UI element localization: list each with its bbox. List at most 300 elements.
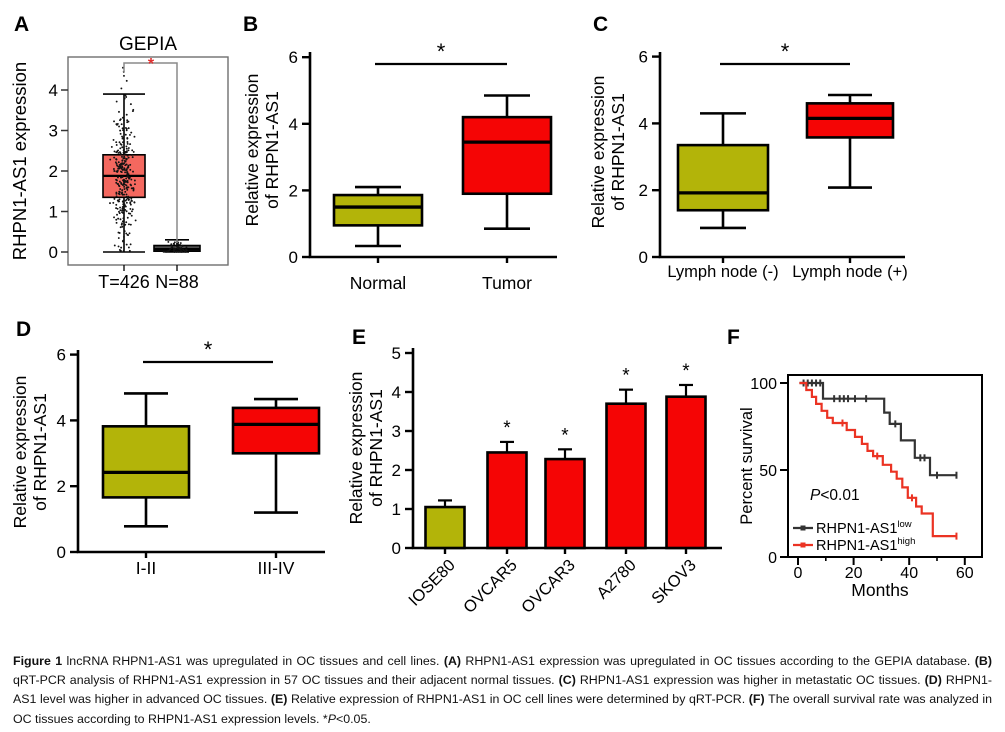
x-category-label: Lymph node (+)	[792, 263, 908, 281]
scatter-dot	[128, 147, 130, 149]
scatter-dot	[124, 205, 126, 207]
scatter-dot	[115, 151, 117, 153]
box	[233, 408, 319, 453]
scatter-dot	[131, 154, 133, 156]
scatter-dot	[129, 164, 131, 166]
scatter-dot	[130, 179, 132, 181]
scatter-dot	[116, 101, 118, 103]
scatter-dot	[121, 160, 123, 162]
x-tick-label: 0	[793, 565, 803, 582]
x-category-label: I-II	[135, 558, 157, 578]
scatter-dot	[126, 121, 128, 123]
scatter-dot	[126, 199, 128, 201]
scatter-dot	[120, 154, 122, 156]
scatter-dot	[165, 251, 167, 253]
scatter-dot	[124, 160, 126, 162]
scatter-dot	[132, 156, 134, 158]
scatter-dot	[126, 176, 128, 178]
box	[463, 117, 551, 194]
y-tick-label: 1	[48, 202, 58, 222]
scatter-dot	[113, 139, 115, 141]
scatter-dot	[118, 200, 120, 202]
caption-segment: (E)	[270, 692, 291, 707]
sig-star: *	[622, 365, 630, 387]
scatter-dot	[121, 123, 123, 125]
scatter-dot	[116, 165, 118, 167]
scatter-dot	[127, 234, 129, 236]
caption-segment: RHPN1-AS1 expression was upregulated in OC tissues according to the GEPIA database.	[465, 654, 975, 668]
scatter-dot	[120, 226, 122, 228]
scatter-dot	[119, 198, 121, 200]
scatter-dot	[122, 117, 124, 119]
y-axis-label: Relative expression	[10, 375, 30, 529]
scatter-dot	[113, 216, 115, 218]
scatter-dot	[130, 184, 132, 186]
scatter-dot	[178, 243, 180, 245]
x-tick-label: 20	[844, 565, 863, 582]
scatter-dot	[111, 146, 113, 148]
scatter-dot	[113, 120, 115, 122]
scatter-dot	[132, 109, 134, 111]
scatter-dot	[126, 210, 128, 212]
sig-star: *	[503, 417, 511, 439]
scatter-dot	[120, 250, 122, 252]
y-tick-label: 2	[288, 181, 298, 201]
scatter-dot	[131, 215, 133, 217]
x-category-label: OVCAR5	[460, 556, 521, 617]
scatter-dot	[119, 152, 121, 154]
plot-frame	[68, 57, 228, 265]
scatter-dot	[174, 251, 176, 253]
sig-star: *	[147, 56, 155, 73]
scatter-dot	[128, 212, 130, 214]
sig-star: *	[561, 425, 569, 447]
scatter-dot	[127, 167, 129, 169]
sig-star: *	[203, 337, 213, 362]
x-category-label: Lymph node (-)	[667, 263, 779, 281]
scatter-dot	[171, 246, 173, 248]
scatter-dot	[115, 219, 117, 221]
x-category-label: SKOV3	[648, 556, 700, 608]
y-tick-label: 6	[288, 48, 298, 68]
y-axis-label: RHPN1-AS1 expression	[9, 61, 30, 261]
x-category-label: N=88	[155, 272, 199, 292]
scatter-dot	[114, 244, 116, 246]
scatter-dot	[127, 141, 129, 143]
scatter-dot	[174, 248, 176, 250]
scatter-dot	[122, 179, 124, 181]
scatter-dot	[121, 166, 123, 168]
scatter-dot	[119, 207, 121, 209]
scatter-dot	[127, 143, 129, 145]
panel-d-chart	[0, 312, 332, 630]
scatter-dot	[122, 194, 124, 196]
scatter-dot	[123, 250, 125, 252]
scatter-dot	[115, 161, 117, 163]
scatter-dot	[126, 171, 128, 173]
figure-caption	[13, 652, 992, 729]
scatter-dot	[118, 185, 120, 187]
scatter-dot	[122, 220, 124, 222]
scatter-dot	[126, 196, 128, 198]
scatter-dot	[117, 123, 119, 125]
bar	[607, 404, 646, 548]
scatter-dot	[117, 218, 119, 220]
y-tick-label: 4	[391, 383, 401, 402]
scatter-dot	[182, 245, 184, 247]
y-tick-label: 3	[48, 121, 58, 141]
scatter-dot	[129, 143, 131, 145]
scatter-dot	[129, 201, 131, 203]
y-tick-label: 2	[56, 477, 66, 497]
scatter-dot	[135, 219, 137, 221]
scatter-dot	[124, 157, 126, 159]
scatter-dot	[130, 103, 132, 105]
scatter-dot	[126, 202, 128, 204]
legend-label: $RHPN1-AS1^{low}$	[816, 519, 912, 537]
caption-segment: Relative expression of RHPN1-AS1 in OC cell lines were determined by qRT-PCR.	[290, 692, 749, 707]
panel-f	[690, 312, 1005, 647]
scatter-dot	[126, 181, 128, 183]
scatter-dot	[124, 191, 126, 193]
y-axis-label: of RHPN1-AS1	[608, 93, 628, 211]
caption-segment: lncRNA RHPN1-AS1 was upregulated in OC tissues and cell lines.	[66, 654, 444, 668]
scatter-dot	[118, 161, 120, 163]
x-category-label: A2780	[593, 556, 640, 603]
panel-c	[560, 0, 1005, 308]
y-tick-label: 6	[56, 345, 66, 365]
panel-f-chart	[690, 312, 1005, 647]
scatter-dot	[131, 200, 133, 202]
scatter-dot	[123, 119, 125, 121]
p-value: P<0.01	[810, 487, 860, 504]
scatter-dot	[167, 241, 169, 243]
x-axis-label: Months	[851, 580, 909, 600]
scatter-dot	[118, 237, 120, 239]
x-category-label: T=426	[98, 272, 150, 292]
scatter-dot	[186, 249, 188, 251]
scatter-dot	[121, 162, 123, 164]
y-tick-label: 0	[56, 543, 66, 562]
scatter-dot	[120, 133, 122, 135]
y-axis-label: Percent survival	[738, 407, 756, 525]
bar	[488, 452, 527, 548]
scatter-dot	[125, 134, 127, 136]
y-tick-label: 0	[391, 539, 401, 558]
scatter-dot	[126, 194, 128, 196]
scatter-dot	[176, 247, 178, 249]
scatter-dot	[128, 149, 130, 151]
scatter-dot	[130, 132, 132, 134]
scatter-dot	[118, 245, 120, 247]
scatter-dot	[125, 232, 127, 234]
scatter-dot	[121, 224, 123, 226]
scatter-dot	[126, 169, 128, 171]
y-tick-label: 100	[750, 376, 777, 393]
scatter-dot	[131, 149, 133, 151]
scatter-dot	[179, 244, 181, 246]
y-tick-label: 0	[638, 248, 648, 267]
scatter-dot	[128, 177, 130, 179]
panel-d	[0, 312, 332, 630]
scatter-dot	[112, 202, 114, 204]
sig-star: *	[682, 360, 690, 382]
scatter-dot	[116, 214, 118, 216]
scatter-dot	[117, 152, 119, 154]
scatter-dot	[131, 210, 133, 212]
scatter-dot	[126, 80, 128, 82]
panel-a	[0, 0, 235, 308]
scatter-dot	[124, 152, 126, 154]
scatter-dot	[130, 224, 132, 226]
box	[334, 195, 422, 225]
caption-segment: qRT-PCR analysis of RHPN1-AS1 expression in 57 OC tissues and their adjacent normal tissues.	[13, 673, 559, 688]
scatter-dot	[116, 195, 118, 197]
scatter-dot	[121, 176, 123, 178]
scatter-dot	[126, 138, 128, 140]
scatter-dot	[118, 191, 120, 193]
scatter-dot	[128, 223, 130, 225]
bar	[546, 459, 585, 548]
scatter-dot	[121, 189, 123, 191]
scatter-dot	[125, 184, 127, 186]
caption-segment: RHPN1-AS1 expression was higher in metastatic OC tissues.	[579, 673, 925, 688]
scatter-dot	[119, 188, 121, 190]
scatter-dot	[122, 217, 124, 219]
scatter-dot	[117, 183, 119, 185]
scatter-dot	[128, 198, 130, 200]
scatter-dot	[123, 149, 125, 151]
scatter-dot	[125, 180, 127, 182]
scatter-dot	[124, 209, 126, 211]
caption-segment: The overall survival rate was analyzed in OC tissues according to RHPN1-AS1 expression levels. *	[13, 692, 992, 726]
y-axis-label: of RHPN1-AS1	[262, 91, 282, 209]
scatter-dot	[127, 165, 129, 167]
scatter-dot	[117, 176, 119, 178]
x-category-label: Tumor	[482, 273, 532, 293]
scatter-dot	[129, 208, 131, 210]
panel-title: GEPIA	[118, 34, 178, 55]
y-axis-label: of RHPN1-AS1	[366, 389, 386, 507]
y-tick-label: 5	[391, 344, 401, 363]
scatter-dot	[125, 127, 127, 129]
scatter-dot	[122, 129, 124, 131]
scatter-dot	[134, 180, 136, 182]
scatter-dot	[126, 244, 128, 246]
box	[103, 426, 189, 497]
scatter-dot	[123, 156, 125, 158]
scatter-dot	[121, 211, 123, 213]
scatter-dot	[180, 251, 182, 253]
scatter-dot	[120, 182, 122, 184]
panel-e	[330, 312, 725, 647]
panel-a-chart	[0, 0, 235, 308]
panel-c-letter: C	[593, 13, 609, 36]
caption-segment: (A)	[443, 654, 466, 668]
scatter-dot	[129, 134, 131, 136]
scatter-dot	[121, 146, 123, 148]
scatter-dot	[132, 171, 134, 173]
scatter-dot	[129, 232, 131, 234]
scatter-dot	[128, 127, 130, 129]
scatter-dot	[116, 171, 118, 173]
scatter-dot	[115, 141, 117, 143]
scatter-dot	[123, 188, 125, 190]
scatter-dot	[133, 190, 135, 192]
scatter-dot	[122, 138, 124, 140]
scatter-dot	[126, 189, 128, 191]
caption-segment: (F)	[748, 692, 769, 707]
caption-segment: (D)	[924, 673, 946, 688]
scatter-dot	[174, 241, 176, 243]
scatter-dot	[116, 144, 118, 146]
scatter-dot	[131, 187, 133, 189]
x-category-label: Normal	[349, 273, 407, 293]
scatter-dot	[119, 119, 121, 121]
panel-c-chart	[560, 0, 1005, 308]
y-tick-label: 4	[288, 114, 298, 134]
scatter-dot	[124, 98, 126, 100]
scatter-dot	[127, 186, 129, 188]
scatter-dot	[127, 217, 129, 219]
panel-d-letter: D	[16, 318, 32, 341]
scatter-dot	[109, 159, 111, 161]
scatter-dot	[121, 171, 123, 173]
scatter-dot	[169, 248, 171, 250]
y-tick-label: 4	[56, 411, 66, 431]
scatter-dot	[125, 94, 127, 96]
scatter-dot	[126, 150, 128, 152]
scatter-dot	[129, 250, 131, 252]
caption-segment: RHPN1-AS1 level was higher in advanced OC tissues.	[13, 673, 992, 707]
scatter-dot	[180, 242, 182, 244]
scatter-dot	[126, 148, 128, 150]
scatter-dot	[119, 232, 121, 234]
scatter-dot	[122, 169, 124, 171]
x-tick-label: 60	[955, 565, 974, 582]
sig-star: *	[780, 39, 790, 64]
scatter-dot	[120, 247, 122, 249]
panel-a-letter: A	[14, 13, 30, 36]
scatter-dot	[126, 114, 128, 116]
scatter-dot	[122, 203, 124, 205]
scatter-dot	[179, 248, 181, 250]
scatter-dot	[122, 141, 124, 143]
scatter-dot	[115, 192, 117, 194]
scatter-dot	[122, 206, 124, 208]
scatter-dot	[125, 145, 127, 147]
scatter-dot	[123, 182, 125, 184]
scatter-dot	[125, 221, 127, 223]
scatter-dot	[122, 240, 124, 242]
caption-segment: P	[327, 711, 336, 726]
scatter-dot	[118, 111, 120, 113]
y-tick-label: 2	[48, 162, 58, 181]
panel-b	[235, 0, 560, 308]
scatter-dot	[115, 179, 117, 181]
panel-f-letter: F	[727, 326, 740, 349]
scatter-outlier	[123, 75, 125, 77]
scatter-dot	[127, 155, 129, 157]
y-tick-label: 0	[48, 243, 58, 262]
scatter-dot	[130, 243, 132, 245]
scatter-dot	[109, 202, 111, 204]
scatter-dot	[122, 208, 124, 210]
scatter-dot	[113, 168, 115, 170]
x-category-label: IOSE80	[405, 556, 459, 610]
scatter-dot	[118, 126, 120, 128]
scatter-dot	[133, 201, 135, 203]
scatter-dot	[129, 169, 131, 171]
box	[678, 145, 768, 210]
scatter-dot	[128, 157, 130, 159]
scatter-dot	[121, 209, 123, 211]
y-tick-label: 4	[638, 114, 648, 134]
y-axis-label: Relative expression	[346, 371, 366, 525]
scatter-dot	[124, 164, 126, 166]
scatter-dot	[120, 167, 122, 169]
scatter-dot	[186, 247, 188, 249]
scatter-dot	[120, 87, 122, 89]
caption-segment: Figure 1	[13, 654, 67, 668]
scatter-dot	[121, 156, 123, 158]
y-tick-label: 0	[288, 248, 298, 267]
scatter-dot	[134, 183, 136, 185]
y-tick-label: 6	[638, 47, 648, 67]
caption-segment: (C)	[558, 673, 580, 688]
x-category-label: III-IV	[257, 558, 295, 578]
panel-b-letter: B	[243, 13, 259, 36]
scatter-dot	[122, 184, 124, 186]
scatter-dot	[176, 251, 178, 253]
scatter-dot	[124, 171, 126, 173]
scatter-dot	[132, 208, 134, 210]
scatter-dot	[117, 208, 119, 210]
scatter-dot	[113, 198, 115, 200]
scatter-dot	[134, 136, 136, 138]
scatter-dot	[119, 209, 121, 211]
scatter-dot	[126, 129, 128, 131]
bar	[426, 507, 465, 548]
scatter-dot	[128, 247, 130, 249]
scatter-dot	[122, 127, 124, 129]
legend-marker	[801, 543, 806, 548]
scatter-dot	[117, 149, 119, 151]
scatter-dot	[113, 157, 115, 159]
scatter-dot	[115, 204, 117, 206]
y-axis-label: Relative expression	[242, 73, 262, 227]
scatter-dot	[120, 218, 122, 220]
y-tick-label: 1	[391, 500, 401, 519]
legend-label: $RHPN1-AS1^{high}$	[816, 536, 916, 554]
scatter-dot	[121, 226, 123, 228]
scatter-dot	[113, 170, 115, 172]
scatter-dot	[119, 212, 121, 214]
y-tick-label: 2	[638, 181, 648, 201]
scatter-dot	[118, 168, 120, 170]
panel-e-chart	[330, 312, 725, 647]
y-axis-label: of RHPN1-AS1	[30, 393, 50, 511]
scatter-dot	[119, 147, 121, 149]
scatter-dot	[163, 251, 165, 253]
scatter-dot	[132, 187, 134, 189]
scatter-dot	[125, 159, 127, 161]
x-tick-label: 40	[900, 565, 919, 582]
y-tick-label: 3	[391, 422, 401, 441]
caption-segment: <0.05.	[335, 711, 371, 726]
scatter-dot	[115, 158, 117, 160]
scatter-dot	[119, 130, 121, 132]
